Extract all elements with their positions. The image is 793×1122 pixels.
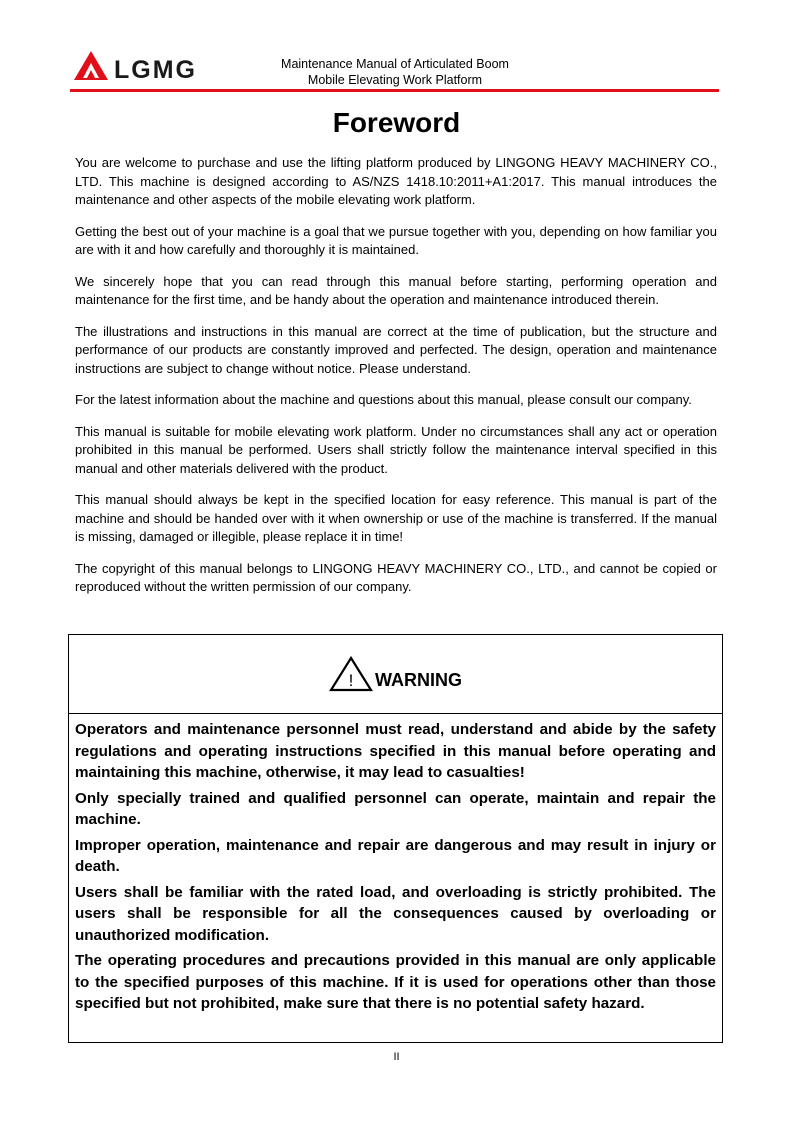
paragraph: This manual should always be kept in the specified location for easy reference. This manual is part of the machine and should be handed over with it when ownership or use of the machine is transferred. If the manual is missing, damaged or illegible, please replace it in time! xyxy=(75,492,717,544)
header-title-line-2: Mobile Elevating Work Platform xyxy=(307,73,483,87)
warning-item: The operating procedures and precautions provided in this manual are only applicable to the specified purposes of this machine. If it is used for operations other than those specified but not prohibited, make sure that there is no potential safety hazard. xyxy=(75,952,716,1012)
paragraph: For the latest information about the machine and questions about this manual, please consult our company. xyxy=(75,392,692,407)
page-number: II xyxy=(393,1051,400,1063)
warning-triangle-icon xyxy=(329,656,373,692)
warning-label: WARNING xyxy=(375,669,462,690)
warning-content xyxy=(69,714,722,1015)
paragraph: Getting the best out of your machine is a goal that we pursue together with you, depending on how familiar you are with it and how carefully and thoroughly it is maintained. xyxy=(75,223,717,257)
warning-item: Improper operation, maintenance and repair are dangerous and may result in injury or death. xyxy=(75,836,716,875)
logo-mark-icon xyxy=(74,51,108,80)
warning-item: Only specially trained and qualified personnel can operate, maintain and repair the machine. xyxy=(75,789,716,828)
header-divider xyxy=(70,89,719,92)
foreword-body xyxy=(75,154,717,610)
warning-header xyxy=(69,635,722,714)
header-document-title xyxy=(270,56,520,88)
warning-item: Users shall be familiar with the rated load, and overloading is strictly prohibited. The users shall be responsible for all the consequences caused by overloading or unauthorized modification. xyxy=(75,883,716,944)
page-title: Foreword xyxy=(332,107,461,138)
header-title-line-1: Maintenance Manual of Articulated Boom xyxy=(281,57,509,71)
paragraph: The illustrations and instructions in this manual are correct at the time of publication, but the structure and performance of our products are constantly improved and perfected. The design, operation and maintenance instructions are subject to change without notice. Please understand. xyxy=(75,323,717,376)
warning-box xyxy=(68,634,723,1043)
company-logo xyxy=(72,48,222,84)
warning-item: Operators and maintenance personnel must read, understand and abide by the safety regulations and operating instructions specified in this manual before operating and maintaining this machine, otherwise, it may lead to casualties! xyxy=(75,721,716,781)
paragraph: We sincerely hope that you can read through this manual before starting, performing operation and maintenance for the first time, and be handy about the operation and maintenance introduced therein. xyxy=(75,273,717,307)
paragraph: You are welcome to purchase and use the lifting platform produced by LINGONG HEAVY MACHINERY CO., LTD. This machine is designed according to AS/NZS 1418.10:2011+A1:2017. This manual introduces the maintenance and other aspects of the mobile elevating work platform. xyxy=(75,155,717,207)
paragraph: The copyright of this manual belongs to LINGONG HEAVY MACHINERY CO., LTD., and cannot be copied or reproduced without the written permission of our company. xyxy=(75,560,717,594)
paragraph: This manual is suitable for mobile elevating work platform. Under no circumstances shall any act or operation prohibited in this manual be performed. Users shall strictly follow the maintenance interval specified in this manual and other materials delivered with the product. xyxy=(75,423,717,476)
logo-text: LGMG xyxy=(114,56,197,84)
warning-glyph: ! xyxy=(348,671,354,690)
